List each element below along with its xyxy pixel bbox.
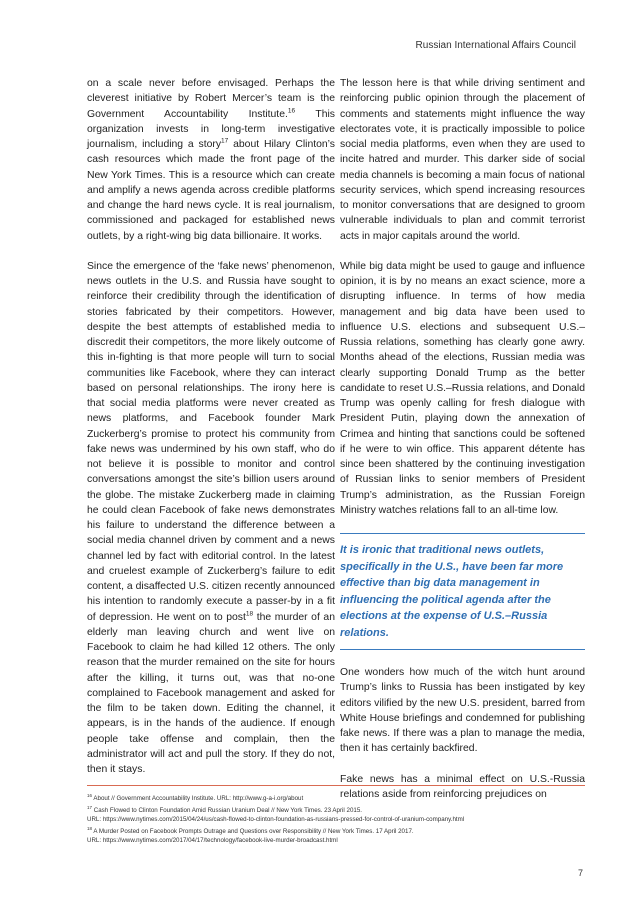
text-run: Since the emergence of the ‘fake news’ phenomenon, news outlets in the U.S. and Russia have sought to reinforce their credibility through the identification of stories fabricated by their competitors. However, despite the best attempts of established media to discredit their competitors, the more likely outcome of this in-fighting is that more people will turn to social communities like Facebook, where they can interact based on personal relationships. The irony here is that social media platforms were never created as news platforms, and Facebook founder Mark Zuckerberg’s promise to protect his community from fake news was undermined by his own staff, who do not believe it is possible to monitor and control conversations amongst the site’s billion users around the globe. The mistake Zuckerberg made in claiming he could clean Facebook of fake news demonstrates his failure to understand the difference between a social media channel driven by comment and a news channel led by fact with editorial control. In the latest and cruelest example of Zuckerberg’s failure to edit content, a disaffected U.S. citizen recently announced his intention to randomly execute a passer-by in a fit of depression. He went on to post: [87, 260, 335, 623]
footnotes: [87, 794, 585, 848]
text-run: This organization invests in long-term investigative journalism, including a story: [87, 108, 335, 150]
paragraph: [87, 259, 335, 778]
paragraph: [87, 76, 335, 244]
right-column: [340, 76, 585, 802]
paragraph: The lesson here is that while driving sentiment and reinforcing public opinion through the placement of comments and statements might influence the way electorates vote, it is practically impossible to police social media platforms, even when they are used to incite hatred and murder. This darker side of social media channels is becoming a main focus of national security services, which spend increasing resources to monitor conversations that are designed to groom vulnerable individuals to plan and commit terrorist acts in major capitals around the world.: [340, 78, 585, 242]
text-run: on a scale never before envisaged. Perhaps the cleverest initiative by Robert Mercer’s team is the Government Accountability Institute.: [87, 78, 335, 120]
footnote-ref[interactable]: 17: [221, 137, 229, 145]
footnote-number: 18: [87, 825, 93, 831]
footnote-text: About // Government Accountability Institute. URL: http://www.g-a-i.org/about: [93, 795, 304, 802]
footnote-url[interactable]: URL: https://www.nytimes.com/2015/04/24/us/cash-flowed-to-clinton-foundation-as-russians-pressed-for-control-of-uranium-company.html: [87, 816, 465, 823]
footnote-ref[interactable]: 16: [287, 107, 296, 115]
text-run: about Hilary Clinton’s cash resources which made the front page of the New York Times. This is a resource which can create and amplify a news agenda across credible platforms and change the hard news cycle. It is real journalism, commissioned and packaged for established news outlets, by a right-wing big data billionaire. It works.: [87, 139, 335, 242]
running-header: Russian International Affairs Council: [415, 40, 576, 51]
footnote-divider: [87, 785, 585, 786]
paragraph: One wonders how much of the witch hunt around Trump’s links to Russia has been instigated by key editors vilified by the new U.S. president, barred from White House briefings and condemned for publishing fake news. If there was a plan to manage the media, then it has certainly backfired.: [340, 667, 585, 755]
page-number: 7: [577, 868, 583, 878]
footnote-18: [87, 827, 585, 845]
text-run: the murder of an elderly man leaving church and went live on Facebook to claim he had killed 12 others. The only reason that the murder remained on the site for hours after the killing, it turns out, was that no-one complained to Facebook management and asked for the film to be taken down. Editing the channel, it appears, is in the hands of the audience. If enough people take offense and complain, then the administrator will act and pull the story. If they do not, then it stays.: [87, 611, 335, 775]
footnote-text: A Murder Posted on Facebook Prompts Outrage and Questions over Responsibility // New York Times. 17 April 2017.: [93, 828, 414, 835]
footnote-text: Cash Flowed to Clinton Foundation Amid Russian Uranium Deal // New York Times. 23 April 2015.: [93, 807, 363, 814]
footnote-16: [87, 794, 585, 803]
paragraph: Fake news has a minimal effect on U.S.-Russia relations aside from reinforcing prejudices on: [340, 773, 585, 800]
left-column: [87, 76, 335, 777]
footnote-number: 17: [87, 804, 93, 810]
footnote-number: 16: [87, 792, 93, 798]
footnote-17: [87, 806, 585, 824]
footnote-ref[interactable]: 18: [245, 610, 254, 618]
footnote-url[interactable]: URL: https://www.nytimes.com/2017/04/17/technology/facebook-live-murder-broadcast.html: [87, 837, 338, 844]
paragraph: While big data might be used to gauge and influence opinion, it is by no means an exact science, more a disrupting influence. In terms of how media management and big data have been used to influence U.S. elections and subsequent U.S.–Russia relations, something has clearly gone awry. Months ahead of the elections, Russian media was clearly supporting Donald Trump as the better candidate to reset U.S.–Russia relations, and Donald Trump was openly calling for fresh dialogue with President Putin, playing down the annexation of Crimea and hinting that sanctions could be softened if he were to win office. This apparent détente has since been shattered by the continuing investigation of Russian links to senior members of President Trump’s administration, as the Russian Foreign Ministry watches relations fall to an all-time low.: [340, 260, 585, 516]
pull-quote: It is ironic that traditional news outlets, specifically in the U.S., have been far more effective than big data management in influencing the political agenda after the elections at the expense of U.S.–Russia relations.: [340, 533, 585, 650]
